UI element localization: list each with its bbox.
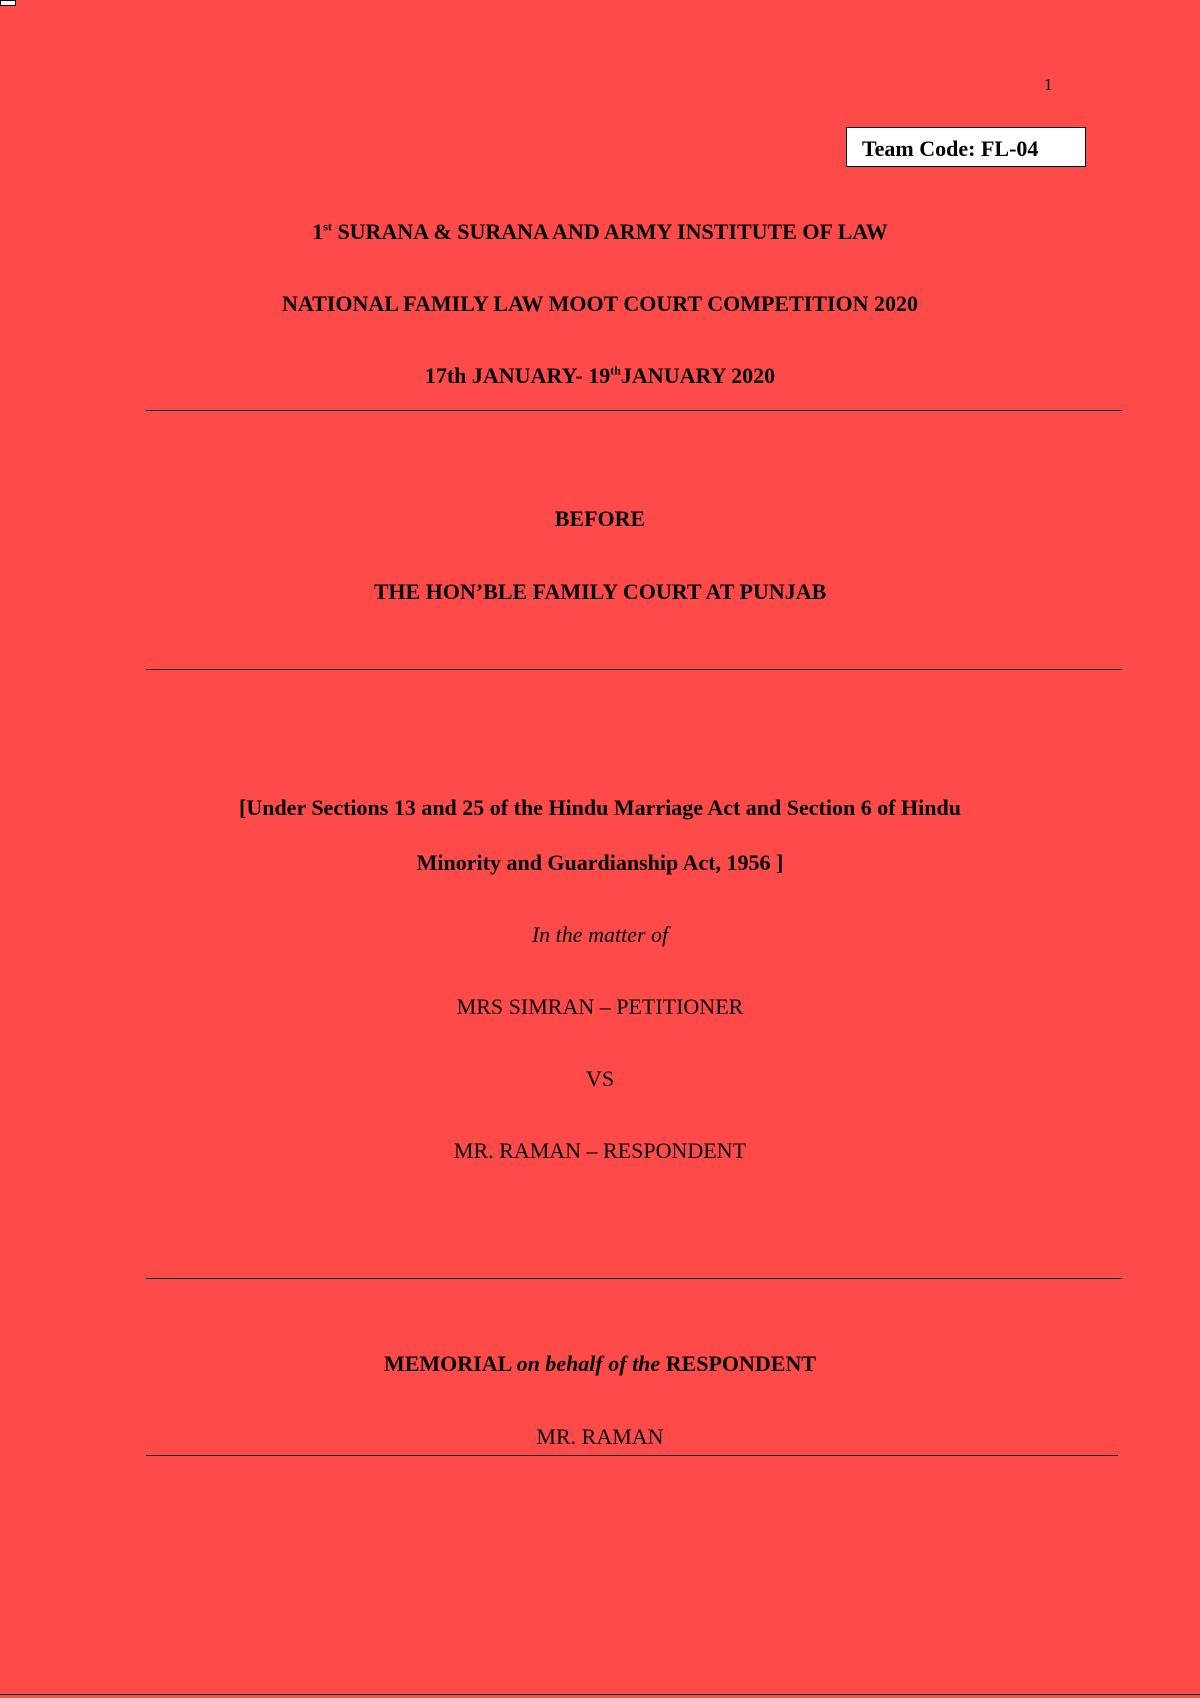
- memorial-prefix: MEMORIAL: [383, 1351, 517, 1376]
- court-name: THE HON’BLE FAMILY COURT AT PUNJAB: [373, 579, 827, 604]
- sections-line-2: Minority and Guardianship Act, 1956 ]: [416, 850, 784, 875]
- competition-title-line-2: NATIONAL FAMILY LAW MOOT COURT COMPETITION 2020: [281, 291, 919, 316]
- sections-line-1: [Under Sections 13 and 25 of the Hindu Marriage Act and Section 6 of Hindu: [239, 795, 961, 820]
- divider-rule-2: [146, 669, 1122, 670]
- ordinal-number: 1: [312, 219, 324, 244]
- corner-mark: [0, 0, 16, 6]
- memorial-middle: on behalf of the: [516, 1351, 661, 1376]
- petitioner-line: MRS SIMRAN – PETITIONER: [456, 994, 744, 1019]
- respondent-line: MR. RAMAN – RESPONDENT: [453, 1138, 747, 1163]
- dates-end: JANUARY 2020: [620, 363, 776, 388]
- institution-name: SURANA & SURANA AND ARMY INSTITUTE OF LAW: [331, 219, 888, 244]
- memorial-heading: [0, 1351, 1200, 1377]
- dates-start: 17th JANUARY- 19: [424, 363, 611, 388]
- divider-rule-1: [146, 410, 1122, 411]
- page-bottom-border: [0, 1694, 1200, 1695]
- team-code-box: Team Code: FL-04: [846, 127, 1086, 167]
- versus-line: VS: [585, 1066, 615, 1091]
- divider-rule-4: [146, 1455, 1118, 1456]
- divider-rule-3: [146, 1278, 1122, 1279]
- competition-title-line-1: [0, 219, 1200, 245]
- before-heading: BEFORE: [554, 506, 646, 531]
- competition-dates: [0, 363, 1200, 389]
- dates-suffix: th: [610, 363, 621, 378]
- matter-intro: In the matter of: [531, 922, 669, 947]
- ordinal-suffix: st: [323, 219, 332, 234]
- memorial-party: MR. RAMAN: [536, 1424, 664, 1449]
- memorial-suffix: RESPONDENT: [660, 1351, 817, 1376]
- page-number: 1: [1044, 75, 1053, 94]
